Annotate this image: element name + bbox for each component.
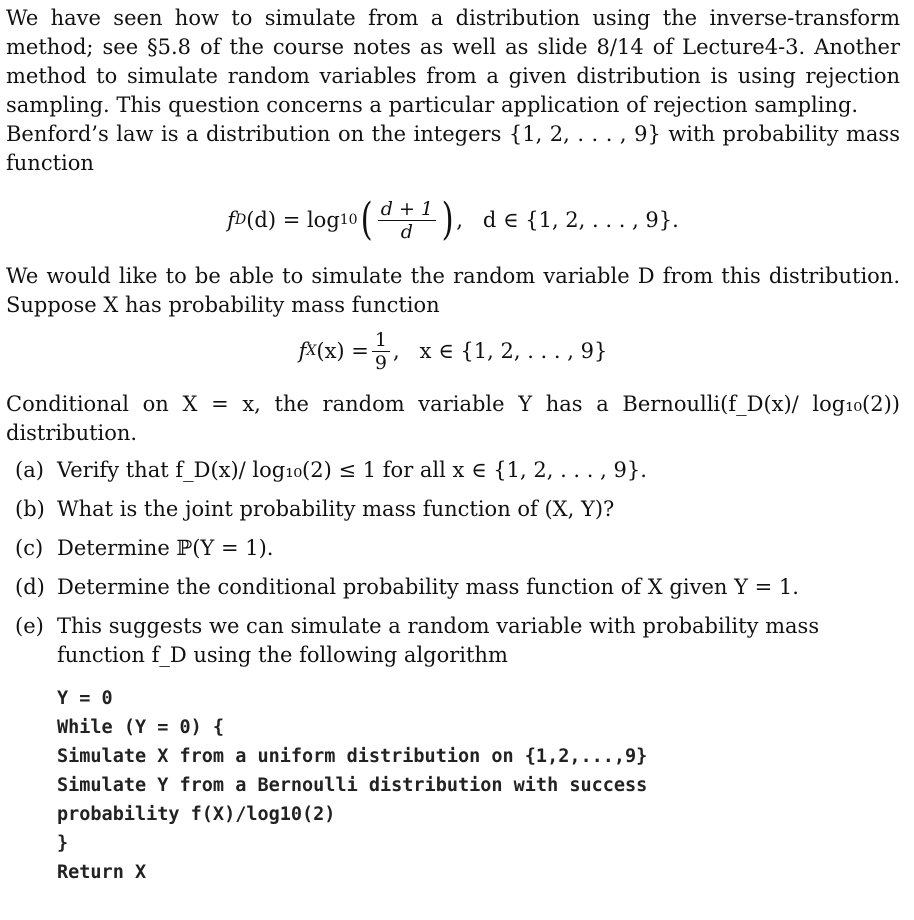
part-c-text: Determine ℙ(Y = 1). (57, 536, 274, 560)
part-c-label: (c) (15, 536, 44, 560)
uniform-pmf-equation (6, 320, 900, 382)
eq1-numerator: d + 1 (378, 198, 436, 221)
eq2-numerator: 1 (372, 329, 390, 352)
part-c (6, 534, 900, 563)
eq1-denominator: d (400, 220, 413, 243)
left-paren: ( (360, 194, 373, 245)
code-line: Y = 0 (57, 688, 113, 709)
code-line: Simulate Y from a Bernoulli distribution with success (57, 775, 648, 796)
part-a-label: (a) (15, 458, 44, 482)
benford-paragraph: Benford’s law is a distribution on the integers {1, 2, . . . , 9} with probability mass function (6, 122, 900, 175)
part-e-label: (e) (15, 614, 44, 638)
code-line: While (Y = 0) { (57, 717, 225, 738)
benford-pmf-equation (6, 178, 900, 262)
code-line: } (57, 833, 69, 854)
part-a (6, 456, 900, 485)
document-page (6, 4, 900, 887)
part-b (6, 495, 900, 524)
eq1-domain: , d ∈ {1, 2, . . . , 9}. (456, 208, 679, 232)
conditional-paragraph: Conditional on X = x, the random variable Y has a Bernoulli(f_D(x)/ log₁₀(2)) distribution. (6, 392, 900, 445)
eq2-denominator: 9 (374, 351, 387, 374)
intro-paragraph: We have seen how to simulate from a distribution using the inverse-transform method; see §5.8 of the course notes as well as slide 8/14 of Lecture4-3. Another method to simulate random variables from a given distribution is using rejection sampling. This question concerns a particular application of rejection sampling. (6, 6, 900, 117)
eq2-domain: , x ∈ {1, 2, . . . , 9} (392, 339, 608, 363)
code-line: Simulate X from a uniform distribution on {1,2,...,9} (57, 746, 648, 767)
eq1-log-sub: 10 (339, 212, 358, 228)
code-line: probability f(X)/log10(2) (57, 804, 336, 825)
part-d (6, 573, 900, 602)
right-paren: ) (441, 194, 454, 245)
code-line: Return X (57, 862, 147, 883)
part-d-text: Determine the conditional probability mass function of X given Y = 1. (57, 575, 799, 599)
part-d-label: (d) (15, 575, 45, 599)
eq1-fraction (378, 198, 436, 243)
eq2-f: f (298, 339, 307, 363)
eq1-f: f (227, 208, 235, 232)
part-b-label: (b) (15, 497, 45, 521)
part-b-text: What is the joint probability mass function of (X, Y)? (57, 497, 615, 521)
eq1-arg: (d) = log (246, 208, 340, 232)
eq2-sub: X (306, 343, 317, 359)
question-parts (6, 456, 900, 670)
algorithm-code (6, 684, 900, 887)
eq2-arg: (x) = (316, 339, 369, 363)
part-a-text: Verify that f_D(x)/ log₁₀(2) ≤ 1 for all x ∈ {1, 2, . . . , 9}. (57, 458, 647, 482)
part-e-text: This suggests we can simulate a random variable with probability mass function f_D using the following algorithm (57, 614, 820, 667)
part-e (6, 612, 900, 670)
eq1-sub: D (234, 212, 247, 228)
eq2-fraction (372, 329, 390, 374)
simulate-paragraph: We would like to be able to simulate the random variable D from this distribution. Suppose X has probability mass function (6, 264, 900, 317)
